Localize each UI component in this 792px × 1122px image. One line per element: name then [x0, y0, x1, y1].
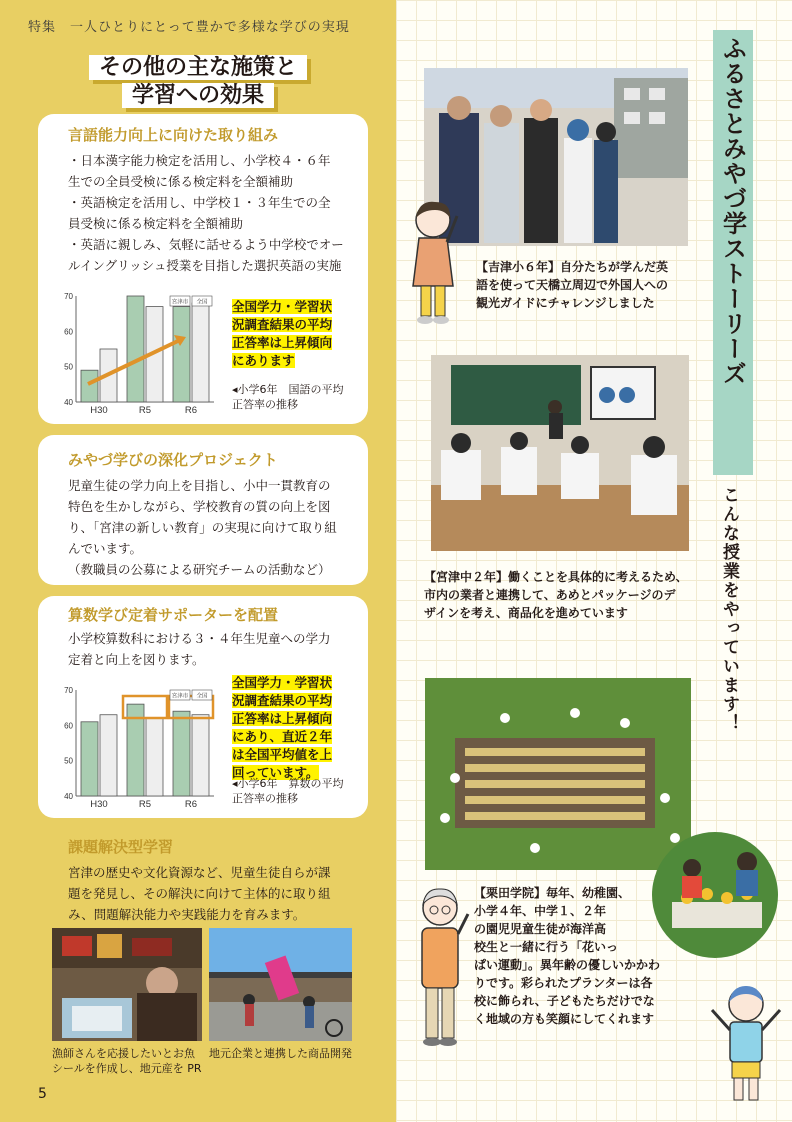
text-line: 児童生徒の学力向上を目指し、小中一貫教育の	[68, 478, 331, 493]
bar-miyazu	[81, 722, 98, 796]
text-line: り、「宮津の新しい教育」の実現に向けて取り組	[68, 520, 337, 535]
text-line: んでいます。	[68, 541, 143, 556]
photo-caption: 地元企業と連携した商品開発	[209, 1047, 352, 1060]
text-line: ルイングリッシュ授業を目指した選択英語の実施	[68, 258, 342, 273]
chart-math	[58, 682, 218, 812]
text-line: ・英語検定を活用し、中学校１・３年生での全	[68, 195, 331, 210]
story-caption: 【栗田学院】毎年、幼稚園、 小学４年、中学１、２年 の園児児童生徒が海洋高 校生と一緒に行う「花いっ ぱい運動」。異年齢の優しいかかわ りです。彩られたプランターは各 校に飾られ、子どもたちだけでな く地域の方も笑顔にしてくれます	[474, 886, 661, 1026]
classroom-photo	[431, 355, 689, 551]
bar-national	[100, 715, 117, 796]
planter-closeup-photo	[652, 832, 778, 958]
text-line: 定着と向上を図ります。	[68, 652, 205, 667]
card-problem-solving	[38, 828, 368, 924]
x-tick-label: H30	[90, 405, 108, 416]
girl-character-illustration	[405, 196, 465, 335]
section-title: 課題解決型学習	[68, 838, 174, 856]
bar-national	[192, 715, 209, 796]
page-number: 5	[38, 1086, 47, 1102]
y-tick-label: 50	[64, 362, 73, 372]
main-title-line-2: 学習への効果	[0, 82, 396, 110]
chart-highlight-text: 全国学力・学習状 況調査結果の平均 正答率は上昇傾向 にあります	[232, 299, 333, 368]
bar-miyazu	[173, 307, 190, 402]
legend-label: 全国	[196, 693, 208, 700]
stories-title: ふるさとみやづ学ストーリーズ	[713, 30, 753, 475]
text-line: 題を発見し、その解決に向けて主体的に取り組	[68, 886, 331, 901]
text-line: （教職員の公募による研究チームの活動など）	[68, 562, 331, 577]
text-line: 生での全員受検に係る検定料を全額補助	[68, 174, 294, 189]
legend-label: 全国	[196, 299, 208, 306]
page-header: 特集 一人ひとりにとって豊かで多様な学びの実現	[28, 20, 350, 35]
section-body	[68, 862, 362, 925]
x-tick-label: R5	[138, 799, 152, 810]
bar-national	[146, 718, 163, 796]
y-tick-label: 40	[64, 792, 73, 801]
chart-svg	[58, 682, 218, 812]
fish-market-photo	[52, 928, 202, 1041]
x-tick-label: R6	[184, 799, 198, 810]
chart-note: ◂小学6年 算数の平均 正答率の推移	[232, 777, 344, 805]
bar-miyazu	[81, 370, 98, 402]
product-development-photo	[209, 928, 352, 1041]
stories-subtitle: こんな授業をやっています！	[719, 486, 739, 733]
bar-miyazu	[173, 711, 190, 796]
section-title: 算数学び定着サポーターを配置	[68, 606, 279, 624]
section-title: 言語能力向上に向けた取り組み	[68, 126, 279, 144]
chart-note: ◂小学6年 国語の平均 正答率の推移	[232, 383, 344, 411]
story-caption: 【宮津中２年】働くことを具体的に考えるため、 市内の業者と連携して、あめとパッケージのデ ザインを考え、商品化を進めています	[424, 570, 688, 620]
chart-highlight-text: 全国学力・学習状 況調査結果の平均 正答率は上昇傾向 にあり、直近２年 は全国平均値を上 回っています。	[232, 675, 333, 780]
section-body	[68, 475, 362, 580]
story-caption: 【吉津小６年】自分たちが学んだ英 語を使って天橋立周辺で外国人への 観光ガイドにチャレンジしました	[476, 260, 669, 310]
y-tick-label: 60	[64, 327, 73, 337]
text-line: ・日本漢字能力検定を活用し、小学校４・６年	[68, 153, 331, 168]
text-line: 宮津の歴史や文化資源など、児童生徒自らが課	[68, 865, 331, 880]
y-tick-label: 70	[64, 292, 73, 301]
y-tick-label: 40	[64, 398, 73, 407]
text-line: ・英語に親しみ、気軽に話せるよう中学校でオー	[68, 237, 344, 252]
main-title-line-1: その他の主な施策と	[0, 54, 396, 82]
legend-label: 宮津市	[171, 299, 189, 306]
y-tick-label: 60	[64, 721, 73, 731]
x-tick-label: H30	[90, 799, 108, 810]
card-deepening	[38, 435, 368, 585]
legend-label: 宮津市	[171, 693, 189, 700]
y-tick-label: 70	[64, 686, 73, 695]
x-tick-label: R6	[184, 405, 198, 416]
section-title: みやづ学びの深化プロジェクト	[68, 451, 278, 469]
x-tick-label: R5	[138, 405, 152, 416]
bar-national	[192, 303, 209, 402]
text-line: 小学校算数科における３・４年生児童への学力	[68, 631, 331, 646]
elderly-character-illustration	[410, 884, 472, 1058]
photo-caption: 漁師さんを応援したいとお魚 シールを作成し、地元産を PR	[52, 1047, 202, 1075]
chart-japanese	[58, 288, 218, 418]
section-body	[68, 628, 362, 670]
child-character-illustration	[706, 980, 786, 1114]
text-line: み、問題解決能力や実践能力を育みます。	[68, 907, 306, 922]
section-body	[68, 150, 362, 276]
text-line: 特色を生かしながら、学校教育の質の向上を図	[68, 499, 331, 514]
chart-svg	[58, 288, 218, 418]
bar-miyazu	[127, 296, 144, 402]
flower-planting-photo	[425, 678, 691, 870]
y-tick-label: 50	[64, 756, 73, 766]
text-line: 員受検に係る検定料を全額補助	[68, 216, 244, 231]
